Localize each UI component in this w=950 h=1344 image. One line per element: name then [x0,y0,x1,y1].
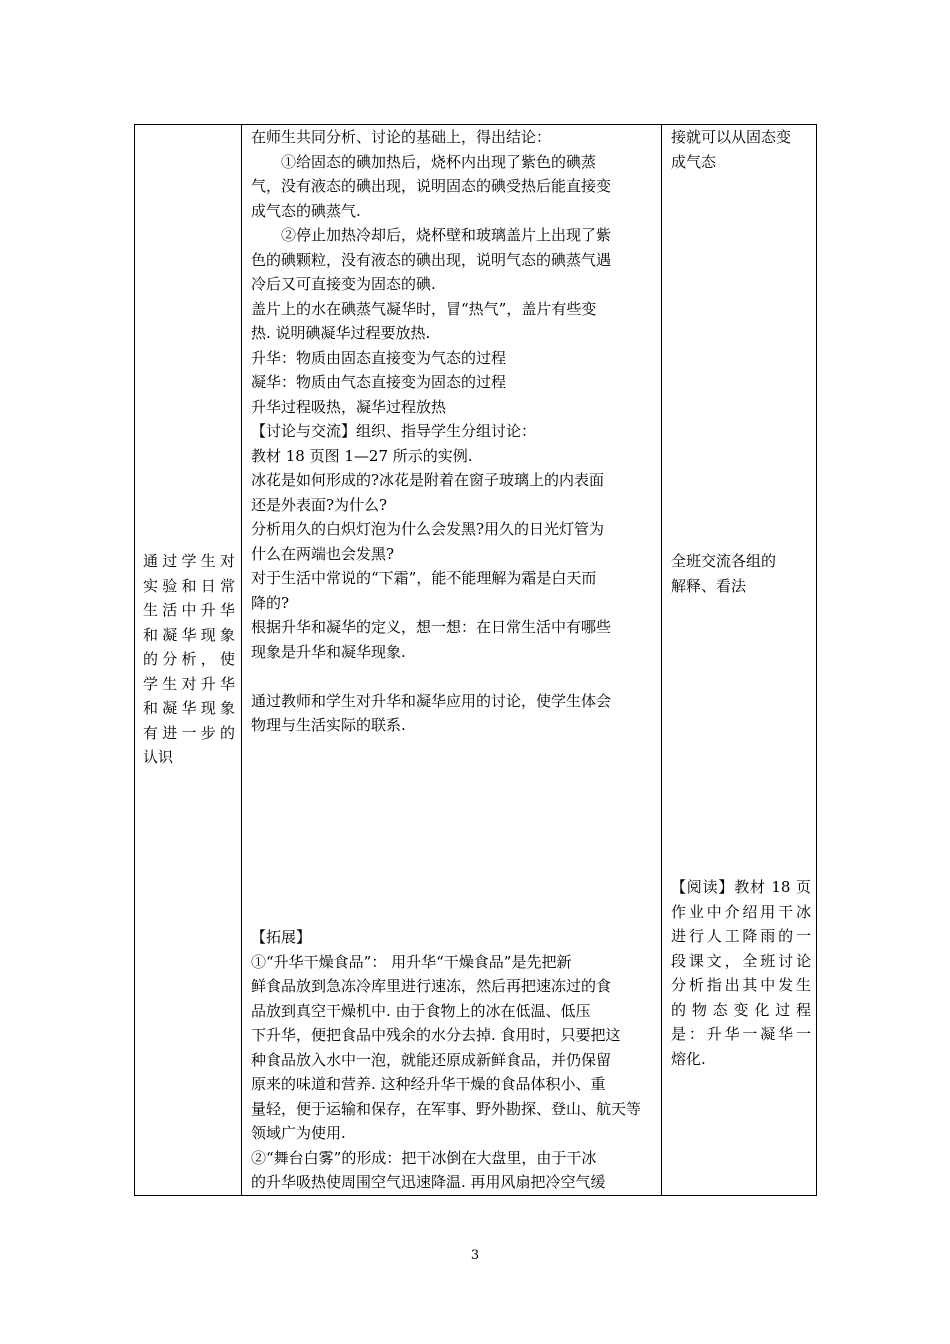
text-line: 教材 18 页图 1—27 所示的实例. [251,446,473,465]
text-line: 的物态变化过程 [671,1000,811,1019]
objective-cell [135,125,242,1196]
lesson-table [134,124,817,1196]
text-line: 认识 [143,748,174,766]
teaching-process-cell [242,125,662,1196]
text-line: 生活中升华 [143,601,235,619]
text-line: 接就可以从固态变 [671,128,792,146]
text-line: 的升华吸热使周围空气迅速降温. 再用风扇把冷空气缓 [251,1173,606,1191]
text-line: 下升华，便把食品中残余的水分去掉. 食用时，只要把这 [251,1026,621,1044]
student-activity-reading [671,875,811,1071]
text-line: 作业中介绍用干冰 [671,902,811,921]
text-line: 【阅读】教材 18 页 [671,878,811,896]
student-activity-cell [662,125,817,1196]
text-line: 【讨论与交流】组织、指导学生分组讨论： [251,422,537,440]
text-line: 的分析，使 [143,650,235,668]
text-line: 品放到真空干燥机中. 由于食物上的冰在低温、低压 [251,1001,591,1020]
text-line: 量轻，便于运输和保存，在军事、野外勘探、登山、航天等 [251,1099,642,1118]
text-line: 原来的味道和营养. 这种经升华干燥的食品体积小、重 [251,1075,606,1093]
text-line: 学生对升华 [143,674,235,693]
objective-text [143,549,235,770]
text-line: 盖片上的水在碘蒸气凝华时，冒“热气”，盖片有些变 [251,299,597,318]
text-line: 色的碘颗粒，没有液态的碘出现，说明气态的碘蒸气遇 [251,250,612,269]
text-line: ②“舞台白雾”的形成：把干冰倒在大盘里，由于干冰 [251,1148,597,1167]
text-line: 段课文，全班讨论 [671,951,811,970]
text-line: 有进一步的 [143,723,235,742]
text-line: 和凝华现象 [143,699,235,717]
text-line: 升华过程吸热，凝华过程放热 [251,397,447,416]
text-line: 还是外表面?为什么? [251,495,388,514]
student-activity-top [671,125,811,174]
text-line: 物理与生活实际的联系. [251,716,406,734]
text-line: 分析指出其中发生 [671,976,811,994]
text-line: 现象是升华和凝华现象. [251,642,406,661]
text-line: 鲜食品放到急冻冷库里进行速冻，然后再把速冻过的食 [251,977,612,995]
text-line: 分析用久的白炽灯泡为什么会发黑?用久的日光灯管为 [251,520,605,538]
text-line: 种食品放入水中一泡，就能还原成新鲜食品，并仍保留 [251,1050,612,1069]
text-line: 【拓展】 [251,928,312,946]
text-line: 冰花是如何形成的?冰花是附着在窗子玻璃上的内表面 [251,471,605,489]
text-line: 热. 说明碘凝华过程要放热. [251,324,431,342]
text-line: ①给固态的碘加热后，烧杯内出现了紫色的碘蒸 [281,152,597,171]
text-line [251,664,655,689]
teaching-process-text [251,125,655,738]
text-line: 领域广为使用. [251,1124,346,1142]
student-activity-mid [671,549,811,598]
text-line: 冷后又可直接变为固态的碘. [251,275,436,293]
text-line: 什么在两端也会发黑? [251,544,395,563]
text-line: 对于生活中常说的“下霜”，能不能理解为霜是白天而 [251,569,597,587]
text-line: 成气态的碘蒸气. [251,201,361,220]
text-line: 实验和日常 [143,576,235,595]
extension-text [251,925,655,1195]
table-row [135,125,817,1196]
text-line: 气，没有液态的碘出现，说明固态的碘受热后能直接变 [251,177,612,195]
text-line: 降的? [251,593,290,612]
text-line: 根据升华和凝华的定义，想一想：在日常生活中有哪些 [251,618,612,636]
text-line: 通过学生对 [143,552,235,570]
text-line: 升华：物质由固态直接变为气态的过程 [251,348,507,367]
page-number: 3 [470,1248,480,1263]
text-line: 进行人工降雨的一 [671,927,811,945]
text-line: ②停止加热冷却后，烧杯壁和玻璃盖片上出现了紫 [281,226,612,244]
text-line: 熔化. [671,1049,706,1068]
text-line: 成气态 [671,152,717,171]
text-line: 通过教师和学生对升华和凝华应用的讨论，使学生体会 [251,691,612,710]
text-line: 解释、看法 [671,576,747,595]
text-line: 是：升华一凝华一 [671,1025,811,1043]
text-line: 在师生共同分析、讨论的基础上，得出结论： [251,128,552,146]
text-line: ①“升华干燥食品”： 用升华“干燥食品”是先把新 [251,952,572,971]
text-line: 全班交流各组的 [671,552,777,570]
text-line: 凝华：物质由气态直接变为固态的过程 [251,373,507,391]
text-line: 和凝华现象 [143,625,235,644]
